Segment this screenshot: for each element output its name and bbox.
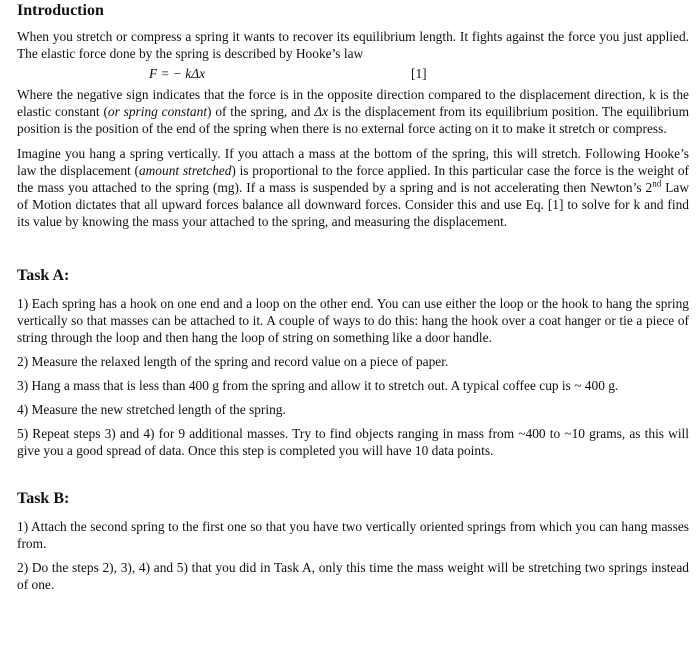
p3-text-2: ) is proportional to the force applied. In this particular case the force is the weight of the mass you attached to the spring (mg). If a mass is suspended by a spring and is not accelerating then Newton’s 2	[17, 163, 690, 195]
task-b-step: 1) Attach the second spring to the first one so that you have two vertically oriented springs from which you can hang masses from.	[17, 519, 689, 551]
intro-paragraph-3	[17, 145, 689, 230]
task-b-heading: Task B:	[17, 490, 70, 507]
task-a-step: 1) Each spring has a hook on one end and a loop on the other end. You can use either the loop or the hook to hang the spring vertically so that masses can be attached to it. A couple of ways to do this: hang the hook over a coat hanger or tie a piece of string through the loop and then hang the loop of string on something like a door handle.	[17, 296, 689, 345]
task-a-step: 4) Measure the new stretched length of the spring.	[17, 402, 286, 417]
equation-row	[17, 64, 689, 86]
p3-italic-text: amount stretched	[138, 163, 232, 178]
intro-paragraph-2	[17, 86, 689, 137]
p2-text-1: Where the negative sign indicates that the force is in the opposite direction compared to the displacement direction, k is the elastic constant (	[17, 87, 689, 119]
p3-text-3: Law of Motion dictates that all upward forces balance all downward forces. Consider this and use Eq. [1] to solve for k and find its value by knowing the mass your attached to the spring, and measuring the displacement.	[17, 180, 689, 229]
task-a-step: 3) Hang a mass that is less than 400 g from the spring and allow it to stretch out. A typical coffee cup is ~ 400 g.	[17, 378, 619, 393]
hookes-law-equation: F = − kΔx	[149, 66, 206, 81]
task-a-step: 5) Repeat steps 3) and 4) for 9 additional masses. Try to find objects ranging in mass from ~400 to ~10 grams, as this will give you a good spread of data. Once this step is completed you will have 10 data points.	[17, 426, 689, 458]
p2-text-3: is the displacement from its equilibrium position. The equilibrium position is the position of the end of the spring when there is no external force acting on it to make it stretch or compress.	[17, 104, 689, 136]
document-page	[17, 0, 689, 593]
task-a-step: 2) Measure the relaxed length of the spring and record value on a piece of paper.	[17, 354, 449, 369]
p3-text-1: Imagine you hang a spring vertically. If you attach a mass at the bottom of the spring, this will stretch. Following Hooke’s law the displacement (	[17, 146, 689, 178]
equation-number: [1]	[411, 66, 427, 81]
introduction-heading: Introduction	[17, 2, 104, 19]
p2-italic-text: or spring constant	[107, 104, 208, 119]
p3-superscript: nd	[652, 178, 662, 189]
p2-text-2: ) of the spring, and	[207, 104, 315, 119]
task-b-step: 2) Do the steps 2), 3), 4) and 5) that you did in Task A, only this time the mass weight will be stretching two springs instead of one.	[17, 560, 689, 592]
p2-delta-x: Δx	[314, 104, 329, 119]
intro-paragraph-1: When you stretch or compress a spring it wants to recover its equilibrium length. It fights against the force you just applied. The elastic force done by the spring is described by Hooke’s law	[17, 29, 689, 61]
task-a-heading: Task A:	[17, 267, 70, 284]
